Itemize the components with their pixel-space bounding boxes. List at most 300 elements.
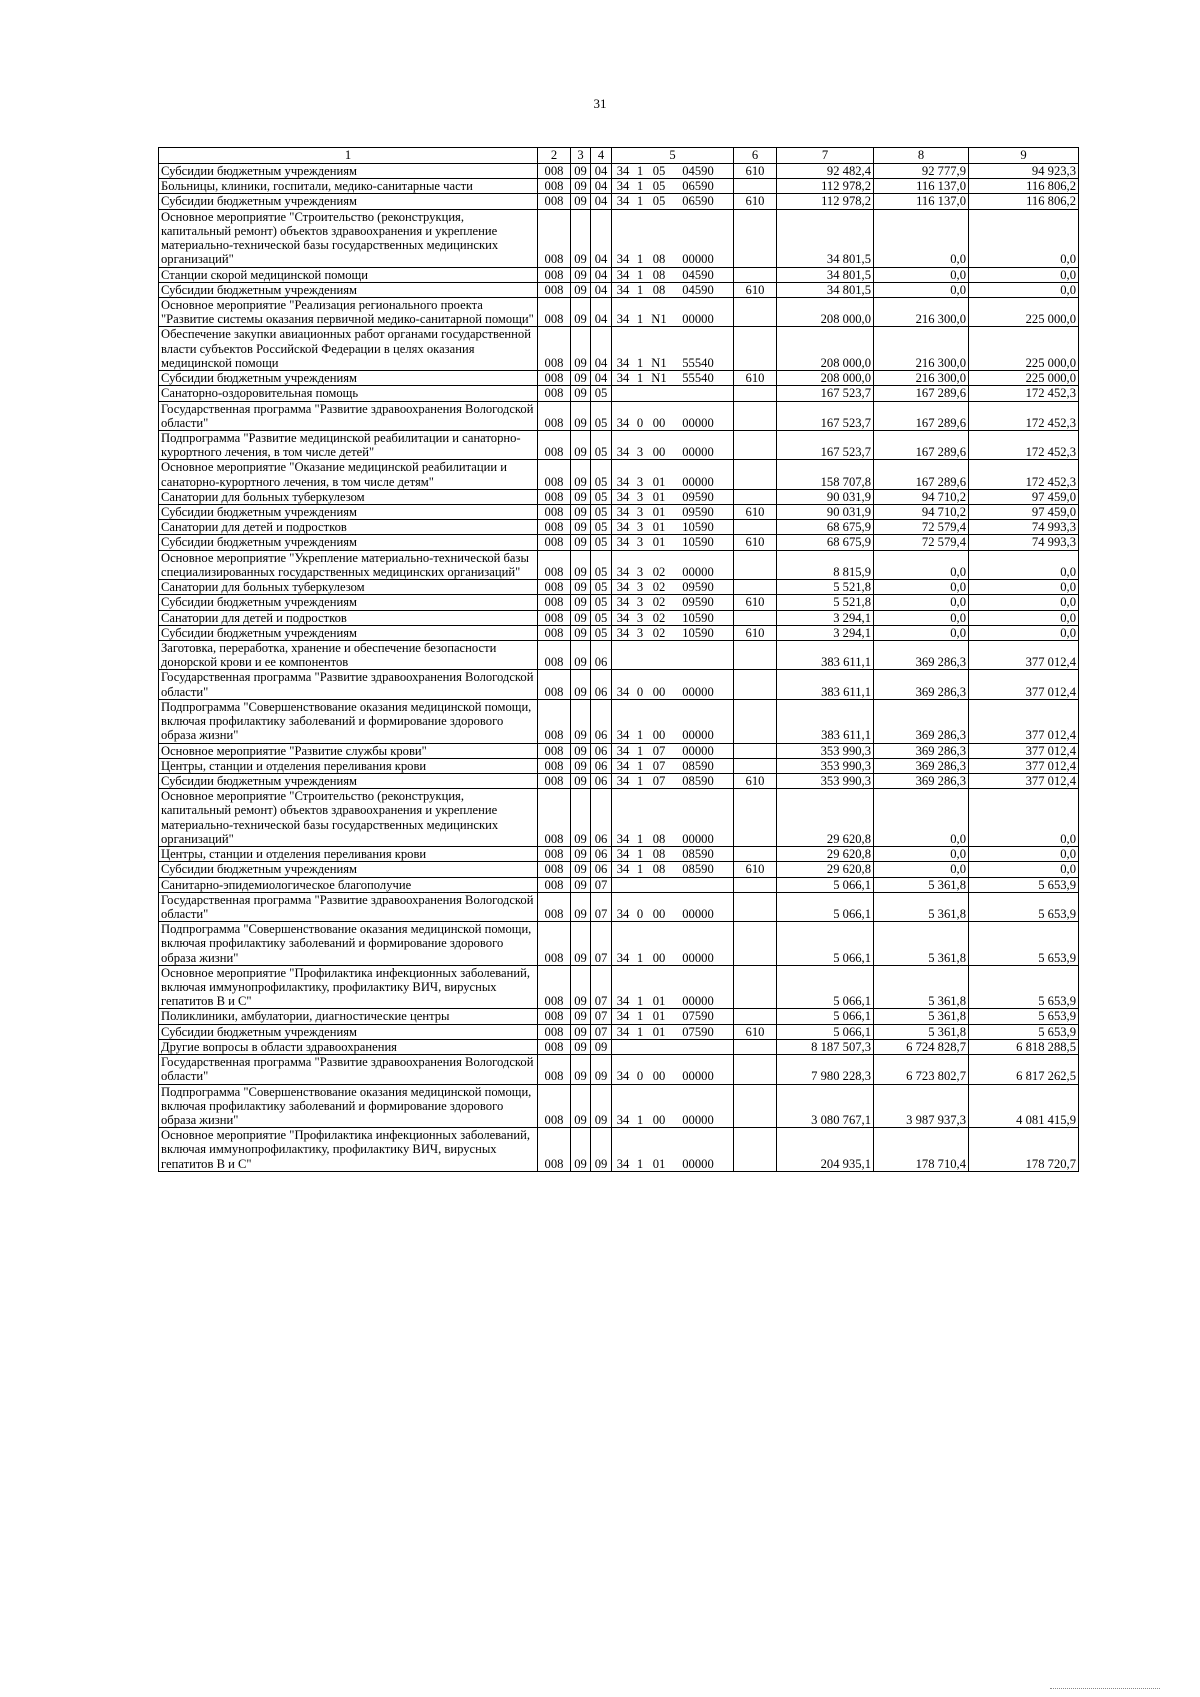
target-article-code [612,743,734,758]
column-number-1: 1 [159,148,538,164]
amount-col-8: 0,0 [874,267,969,282]
target-article-part-1: 34 [616,1069,630,1084]
target-article-part-2: 3 [636,535,644,550]
target-article-part-2: 3 [636,520,644,535]
grbs-code: 008 [538,327,571,371]
expense-type-code [734,610,777,625]
expense-type-code: 610 [734,625,777,640]
amount-col-8: 5 361,8 [874,877,969,892]
amount-col-8: 178 710,4 [874,1128,969,1172]
column-number-7: 7 [777,148,874,164]
row-name: Субсидии бюджетным учреждениям [159,625,538,640]
expense-type-code [734,580,777,595]
grbs-code: 008 [538,641,571,670]
grbs-code: 008 [538,401,571,430]
target-article-part-1: 34 [616,610,630,625]
target-article-part-2: 3 [636,489,644,504]
target-article-part-2: 3 [636,580,644,595]
target-article-part-2: 1 [636,758,644,773]
row-name: Субсидии бюджетным учреждениям [159,535,538,550]
target-article-part-4: 00000 [682,445,714,460]
amount-col-8: 0,0 [874,209,969,267]
amount-col-7: 353 990,3 [777,773,874,788]
table-row [159,430,1079,459]
expense-type-code: 610 [734,1024,777,1039]
target-article-part-4: 00000 [682,831,714,846]
target-article-part-1: 34 [616,1024,630,1039]
subsection-code: 04 [591,164,612,179]
expense-type-code [734,209,777,267]
section-code: 09 [571,371,591,386]
grbs-code: 008 [538,1128,571,1172]
target-article-code [612,1084,734,1128]
target-article-part-4: 00000 [682,906,714,921]
target-article-part-1: 34 [616,831,630,846]
target-article-part-4: 07590 [682,1024,714,1039]
target-article-part-4: 55540 [682,355,714,370]
amount-col-7: 208 000,0 [777,297,874,326]
amount-col-9: 5 653,9 [969,965,1079,1009]
target-article-part-1: 34 [616,282,630,297]
table-row [159,505,1079,520]
amount-col-9: 6 818 288,5 [969,1039,1079,1054]
target-article-code [612,580,734,595]
target-article-part-4: 00000 [682,474,714,489]
amount-col-7: 383 611,1 [777,641,874,670]
target-article-part-3: 02 [652,610,666,625]
grbs-code: 008 [538,743,571,758]
target-article-part-3: 05 [652,194,666,209]
target-article-code [612,489,734,504]
expense-type-code [734,297,777,326]
target-article-part-2: 1 [636,267,644,282]
target-article-part-1: 34 [616,625,630,640]
target-article-code [612,773,734,788]
table-row [159,965,1079,1009]
amount-col-9: 97 459,0 [969,505,1079,520]
target-article-part-1: 34 [616,1113,630,1127]
section-code: 09 [571,267,591,282]
amount-col-8: 167 289,6 [874,460,969,489]
target-article-part-3: 01 [652,520,666,535]
expense-type-code [734,1055,777,1084]
table-row [159,550,1079,579]
amount-col-7: 92 482,4 [777,164,874,179]
target-article-part-1: 34 [616,371,630,386]
target-article-part-2: 1 [636,994,644,1009]
page-number: 31 [593,96,607,111]
table-row [159,789,1079,847]
table-row [159,327,1079,371]
target-article-part-4: 00000 [682,994,714,1009]
grbs-code: 008 [538,699,571,743]
target-article-part-1: 34 [616,580,630,595]
target-article-part-4: 04590 [682,267,714,282]
target-article-part-2: 0 [636,415,644,430]
expense-type-code: 610 [734,194,777,209]
target-article-code [612,520,734,535]
subsection-code: 05 [591,460,612,489]
target-article-code [612,179,734,194]
table-row [159,595,1079,610]
target-article-part-1: 34 [616,355,630,370]
amount-col-7: 8 187 507,3 [777,1039,874,1054]
amount-col-8: 167 289,6 [874,430,969,459]
table-row [159,401,1079,430]
target-article-part-2: 1 [636,847,644,862]
amount-col-7: 353 990,3 [777,758,874,773]
target-article-part-1: 34 [616,743,630,758]
amount-col-8: 0,0 [874,625,969,640]
expense-type-code: 610 [734,505,777,520]
target-article-part-4: 00000 [682,684,714,699]
expense-type-code [734,699,777,743]
target-article-part-2: 1 [636,1009,644,1024]
amount-col-8: 0,0 [874,847,969,862]
amount-col-8: 94 710,2 [874,505,969,520]
amount-col-8: 0,0 [874,595,969,610]
grbs-code: 008 [538,550,571,579]
target-article-code [612,550,734,579]
target-article-part-2: 1 [636,773,644,788]
table-row [159,625,1079,640]
amount-col-8: 216 300,0 [874,297,969,326]
amount-col-9: 5 653,9 [969,892,1079,921]
subsection-code: 05 [591,535,612,550]
target-article-part-3: 01 [652,1156,666,1171]
amount-col-9: 225 000,0 [969,371,1079,386]
row-name: Основное мероприятие "Профилактика инфекционных заболеваний, включая иммунопрофилактику, профилактику ВИЧ, вирусных гепатитов В и С" [159,965,538,1009]
row-name: Санатории для больных туберкулезом [159,489,538,504]
target-article-part-1: 34 [616,950,630,965]
grbs-code: 008 [538,505,571,520]
target-article-part-3: 02 [652,625,666,640]
target-article-part-3: 00 [652,445,666,460]
subsection-code: 05 [591,520,612,535]
amount-col-7: 29 620,8 [777,789,874,847]
table-row [159,743,1079,758]
grbs-code: 008 [538,1009,571,1024]
target-article-code [612,535,734,550]
expense-type-code [734,922,777,966]
target-article-part-3: 00 [652,415,666,430]
expense-type-code [734,1039,777,1054]
target-article-part-3: 08 [652,252,666,267]
grbs-code: 008 [538,164,571,179]
amount-col-8: 216 300,0 [874,371,969,386]
amount-col-8: 0,0 [874,610,969,625]
subsection-code: 05 [591,595,612,610]
target-article-part-4: 00000 [682,312,714,327]
row-name: Основное мероприятие "Развитие службы крови" [159,743,538,758]
amount-col-8: 5 361,8 [874,965,969,1009]
amount-col-8: 216 300,0 [874,327,969,371]
subsection-code: 07 [591,965,612,1009]
amount-col-8: 5 361,8 [874,922,969,966]
grbs-code: 008 [538,194,571,209]
target-article-part-3: 00 [652,684,666,699]
table-row [159,847,1079,862]
section-code: 09 [571,1084,591,1128]
target-article-part-1: 34 [616,164,630,178]
section-code: 09 [571,430,591,459]
table-row [159,386,1079,401]
amount-col-8: 0,0 [874,789,969,847]
section-code: 09 [571,877,591,892]
amount-col-9: 377 012,4 [969,743,1079,758]
target-article-part-4: 08590 [682,758,714,773]
amount-col-9: 116 806,2 [969,179,1079,194]
column-number-6: 6 [734,148,777,164]
amount-col-9: 377 012,4 [969,758,1079,773]
target-article-part-4: 00000 [682,1069,714,1084]
target-article-part-3: 08 [652,831,666,846]
amount-col-9: 5 653,9 [969,1009,1079,1024]
target-article-code [612,505,734,520]
target-article-code [612,194,734,209]
table-row [159,877,1079,892]
expense-type-code: 610 [734,164,777,179]
expense-type-code: 610 [734,595,777,610]
target-article-part-3: 01 [652,1024,666,1039]
row-name: Санатории для больных туберкулезом [159,580,538,595]
subsection-code: 09 [591,1084,612,1128]
target-article-part-3: 08 [652,282,666,297]
amount-col-7: 167 523,7 [777,401,874,430]
grbs-code: 008 [538,430,571,459]
amount-col-7: 5 066,1 [777,1024,874,1039]
subsection-code: 06 [591,847,612,862]
amount-col-7: 167 523,7 [777,386,874,401]
row-name: Государственная программа "Развитие здравоохранения Вологодской области" [159,892,538,921]
amount-col-8: 3 987 937,3 [874,1084,969,1128]
subsection-code: 05 [591,386,612,401]
target-article-part-4: 00000 [682,564,714,579]
target-article-code [612,164,734,179]
column-number-9: 9 [969,148,1079,164]
subsection-code: 06 [591,743,612,758]
target-article-part-4: 09590 [682,595,714,610]
target-article-code [612,610,734,625]
target-article-part-4: 00000 [682,415,714,430]
subsection-code: 06 [591,699,612,743]
grbs-code: 008 [538,773,571,788]
table-row [159,489,1079,504]
section-code: 09 [571,743,591,758]
table-row [159,699,1079,743]
row-name: Государственная программа "Развитие здравоохранения Вологодской области" [159,670,538,699]
amount-col-8: 72 579,4 [874,520,969,535]
row-name: Основное мероприятие "Укрепление материально-технической базы специализированных государственных медицинских организаций" [159,550,538,579]
amount-col-9: 0,0 [969,862,1079,877]
row-name: Субсидии бюджетным учреждениям [159,773,538,788]
target-article-code [612,922,734,966]
subsection-code: 09 [591,1128,612,1172]
amount-col-9: 4 081 415,9 [969,1084,1079,1128]
amount-col-7: 5 066,1 [777,877,874,892]
target-article-part-2: 1 [636,728,644,743]
target-article-part-3: 05 [652,179,666,194]
column-number-4: 4 [591,148,612,164]
target-article-code [612,460,734,489]
amount-col-8: 369 286,3 [874,743,969,758]
amount-col-8: 0,0 [874,580,969,595]
target-article-part-2: 1 [636,179,644,194]
section-code: 09 [571,610,591,625]
target-article-part-4: 00000 [682,743,714,758]
column-number-row [159,148,1079,164]
target-article-part-2: 3 [636,564,644,579]
table-row [159,610,1079,625]
target-article-part-2: 1 [636,164,644,178]
target-article-part-2: 1 [636,1113,644,1127]
target-article-part-3: 01 [652,474,666,489]
table-row [159,194,1079,209]
target-article-part-1: 34 [616,194,630,209]
target-article-code [612,758,734,773]
section-code: 09 [571,625,591,640]
budget-table-container [158,147,1078,1172]
target-article-part-4: 07590 [682,1009,714,1024]
target-article-part-1: 34 [616,267,630,282]
target-article-part-4: 55540 [682,371,714,386]
target-article-part-2: 1 [636,282,644,297]
expense-type-code [734,743,777,758]
table-row [159,179,1079,194]
amount-col-8: 116 137,0 [874,179,969,194]
target-article-code [612,1055,734,1084]
target-article-part-3: 00 [652,728,666,743]
target-article-part-1: 34 [616,847,630,862]
target-article-part-2: 1 [636,950,644,965]
table-row [159,580,1079,595]
grbs-code: 008 [538,595,571,610]
target-article-part-1: 34 [616,758,630,773]
target-article-part-2: 3 [636,625,644,640]
amount-col-8: 92 777,9 [874,164,969,179]
amount-col-8: 116 137,0 [874,194,969,209]
amount-col-9: 94 923,3 [969,164,1079,179]
subsection-code: 07 [591,1024,612,1039]
amount-col-9: 0,0 [969,209,1079,267]
target-article-part-1: 34 [616,684,630,699]
target-article-code [612,699,734,743]
target-article-part-2: 3 [636,595,644,610]
grbs-code: 008 [538,1024,571,1039]
target-article-part-1: 34 [616,1156,630,1171]
target-article-part-3: 02 [652,595,666,610]
target-article-part-4: 08590 [682,773,714,788]
subsection-code: 06 [591,789,612,847]
target-article-part-1: 34 [616,415,630,430]
target-article-part-3: 01 [652,505,666,520]
table-row [159,371,1079,386]
amount-col-7: 68 675,9 [777,520,874,535]
section-code: 09 [571,179,591,194]
section-code: 09 [571,1055,591,1084]
subsection-code: 07 [591,922,612,966]
target-article-part-1: 34 [616,312,630,327]
grbs-code: 008 [538,209,571,267]
amount-col-9: 377 012,4 [969,670,1079,699]
grbs-code: 008 [538,862,571,877]
row-name: Субсидии бюджетным учреждениям [159,505,538,520]
subsection-code: 09 [591,1055,612,1084]
amount-col-9: 74 993,3 [969,520,1079,535]
amount-col-7: 68 675,9 [777,535,874,550]
target-article-part-4: 09590 [682,580,714,595]
expense-type-code: 610 [734,371,777,386]
amount-col-7: 34 801,5 [777,267,874,282]
target-article-code [612,430,734,459]
target-article-part-2: 3 [636,505,644,520]
target-article-part-2: 0 [636,684,644,699]
section-code: 09 [571,773,591,788]
amount-col-8: 6 723 802,7 [874,1055,969,1084]
table-row [159,297,1079,326]
section-code: 09 [571,670,591,699]
target-article-code [612,327,734,371]
expense-type-code [734,386,777,401]
amount-col-8: 0,0 [874,282,969,297]
amount-col-9: 0,0 [969,789,1079,847]
target-article-part-3: 02 [652,564,666,579]
amount-col-9: 0,0 [969,267,1079,282]
target-article-part-4: 04590 [682,164,714,178]
section-code: 09 [571,595,591,610]
expense-type-code [734,1128,777,1172]
amount-col-9: 0,0 [969,595,1079,610]
target-article-part-2: 1 [636,355,644,370]
section-code: 09 [571,401,591,430]
row-name: Субсидии бюджетным учреждениям [159,371,538,386]
section-code: 09 [571,505,591,520]
target-article-part-2: 1 [636,194,644,209]
amount-col-7: 167 523,7 [777,430,874,459]
column-number-5: 5 [612,148,734,164]
section-code: 09 [571,1039,591,1054]
target-article-part-1: 34 [616,728,630,743]
amount-col-9: 5 653,9 [969,922,1079,966]
row-name: Санитарно-эпидемиологическое благополучие [159,877,538,892]
amount-col-7: 208 000,0 [777,327,874,371]
amount-col-9: 116 806,2 [969,194,1079,209]
grbs-code: 008 [538,1084,571,1128]
section-code: 09 [571,1128,591,1172]
target-article-part-3: 01 [652,1009,666,1024]
amount-col-9: 172 452,3 [969,386,1079,401]
amount-col-9: 5 653,9 [969,877,1079,892]
amount-col-9: 225 000,0 [969,297,1079,326]
amount-col-9: 377 012,4 [969,641,1079,670]
amount-col-9: 172 452,3 [969,401,1079,430]
amount-col-7: 208 000,0 [777,371,874,386]
section-code: 09 [571,520,591,535]
expense-type-code [734,758,777,773]
expense-type-code [734,489,777,504]
target-article-part-4: 10590 [682,535,714,550]
table-row [159,1024,1079,1039]
target-article-part-3: N1 [651,371,667,386]
grbs-code: 008 [538,489,571,504]
amount-col-7: 3 294,1 [777,625,874,640]
row-name: Подпрограмма "Совершенствование оказания медицинской помощи, включая профилактику заболеваний и формирование здорового образа жизни" [159,1084,538,1128]
target-article-part-1: 34 [616,595,630,610]
target-article-part-3: 07 [652,758,666,773]
target-article-part-4: 00000 [682,728,714,743]
section-code: 09 [571,1009,591,1024]
table-row [159,862,1079,877]
